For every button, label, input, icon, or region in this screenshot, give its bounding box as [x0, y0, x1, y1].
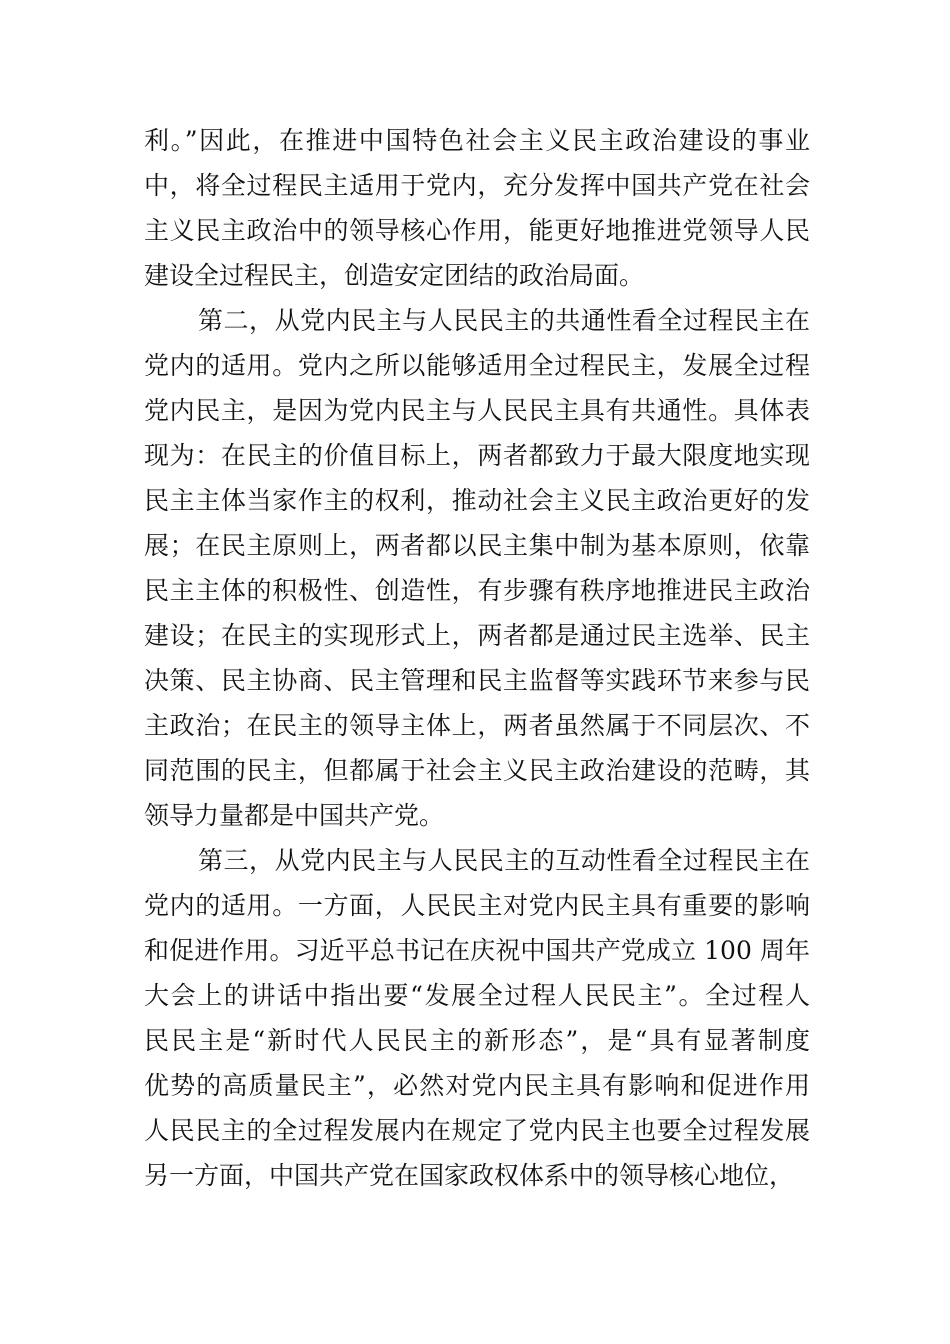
- text-line: 党内的适用。一方面，人民民主对党内民主具有重要的影响: [144, 891, 810, 920]
- text-line: 党内的适用。党内之所以能够适用全过程民主，发展全过程: [144, 351, 810, 380]
- text-line: 建设全过程民主，创造安定团结的政治局面。: [144, 261, 645, 290]
- text-line: 党内民主，是因为党内民主与人民民主具有共通性。具体表: [144, 396, 810, 425]
- text-line: 展；在民主原则上，两者都以民主集中制为基本原则，依靠: [144, 531, 810, 560]
- text-line: 决策、民主协商、民主管理和民主监督等实践环节来参与民: [144, 666, 810, 695]
- text-line: 优势的高质量民主”，必然对党内民主具有影响和促进作用: [144, 1071, 810, 1100]
- paragraph-1: [144, 118, 810, 298]
- text-line: 另一方面，中国共产党在国家政权体系中的领导核心地位，: [144, 1161, 795, 1190]
- text-line: 第二，从党内民主与人民民主的共通性看全过程民主在: [198, 306, 810, 335]
- paragraph-3: [144, 838, 810, 1198]
- text-line: 主政治；在民主的领导主体上，两者虽然属于不同层次、不: [144, 711, 810, 740]
- text-line: 第三，从党内民主与人民民主的互动性看全过程民主在: [198, 846, 810, 875]
- text-line: 主义民主政治中的领导核心作用，能更好地推进党领导人民: [144, 216, 810, 245]
- document-body: [144, 118, 810, 1198]
- text-line: 领导力量都是中国共产党。: [144, 801, 445, 830]
- text-line: 人民民主的全过程发展内在规定了党内民主也要全过程发展: [144, 1116, 810, 1145]
- text-line: 利。”因此，在推进中国特色社会主义民主政治建设的事业: [144, 126, 810, 155]
- text-line: 民主主体当家作主的权利，推动社会主义民主政治更好的发: [144, 486, 810, 515]
- text-line: 大会上的讲话中指出要“发展全过程人民民主”。全过程人: [144, 981, 810, 1010]
- text-line: 现为：在民主的价值目标上，两者都致力于最大限度地实现: [144, 441, 810, 470]
- paragraph-2: [144, 298, 810, 838]
- text-line: 建设；在民主的实现形式上，两者都是通过民主选举、民主: [144, 621, 810, 650]
- text-line: 同范围的民主，但都属于社会主义民主政治建设的范畴，其: [144, 756, 810, 785]
- text-line: 和促进作用。习近平总书记在庆祝中国共产党成立 100 周年: [144, 936, 810, 965]
- text-line: 中，将全过程民主适用于党内，充分发挥中国共产党在社会: [144, 171, 810, 200]
- text-line: 民主主体的积极性、创造性，有步骤有秩序地推进民主政治: [144, 576, 810, 605]
- text-line: 民民主是“新时代人民民主的新形态”，是“具有显著制度: [144, 1026, 810, 1055]
